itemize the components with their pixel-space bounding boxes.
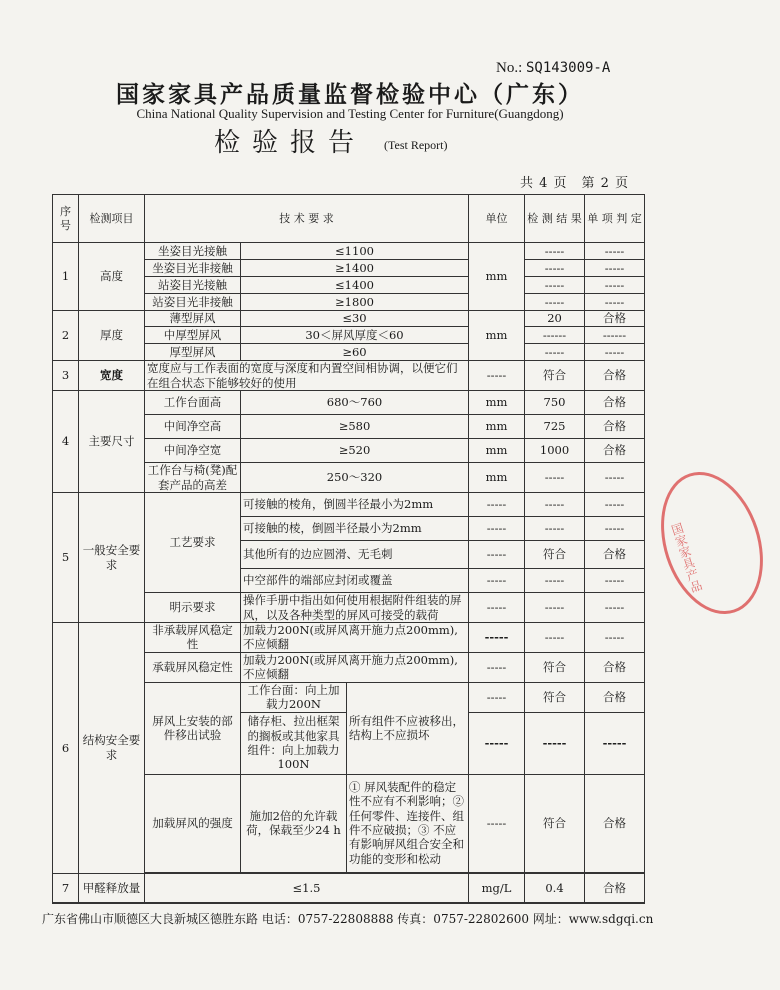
sec1-unit: mm [469, 243, 525, 311]
sec2-judge: ------ [585, 327, 645, 344]
sec1-sub: 坐姿目光接触 [145, 243, 241, 260]
sec5-judge: 合格 [585, 541, 645, 569]
sec7-unit: mg/L [469, 873, 525, 903]
sec4-req: ≥520 [241, 439, 469, 463]
sec6-sub: 承载屏风稳定性 [145, 652, 241, 682]
sec6-judge: ----- [585, 712, 645, 774]
sec6-sub: 屏风上安装的部件移出试验 [145, 682, 241, 774]
sec6-req-a: 工作台面：向上加载力200N [241, 682, 347, 712]
report-number-label: No.: [496, 60, 523, 76]
sec6-result: ----- [525, 623, 585, 653]
sec2-req: ≤30 [241, 311, 469, 327]
table-row [53, 361, 645, 391]
sec6-unit: ----- [469, 682, 525, 712]
footer-divider [52, 902, 644, 904]
sec6-result: 符合 [525, 774, 585, 872]
sec1-judge: ----- [585, 294, 645, 311]
sec6-result: 符合 [525, 682, 585, 712]
sec6-judge: ----- [585, 623, 645, 653]
sec5-unit: ----- [469, 517, 525, 541]
sec7-result: 0.4 [525, 873, 585, 903]
report-title: 检验报告 [214, 128, 367, 158]
sec1-item: 高度 [79, 243, 145, 311]
sec6-sub: 加载屏风的强度 [145, 774, 241, 872]
title-chinese: 国家家具产品质量监督检验中心（广东） [116, 81, 584, 108]
sec5-unit: ----- [469, 593, 525, 623]
sec5-judge: ----- [585, 593, 645, 623]
sec1-req: ≤1100 [241, 243, 469, 260]
sec4-unit: mm [469, 439, 525, 463]
sec6-req: 加载力200N(或屏风离开施力点200mm),不应倾翻 [241, 652, 469, 682]
sec6-result: ----- [525, 712, 585, 774]
sec4-req: ≥580 [241, 415, 469, 439]
sec2-judge: 合格 [585, 311, 645, 327]
sec2-result: ----- [525, 344, 585, 361]
seal-stamp-text: 国家家具产品 [668, 521, 705, 595]
sec6-req-c: 所有组件不应被移出，结构上不应损坏 [347, 682, 469, 774]
sec5-req: 中空部件的端部应封闭或覆盖 [241, 569, 469, 593]
sec6-req-a: 施加2倍的允许载荷，保载至少24 h [241, 774, 347, 872]
sec2-result: 20 [525, 311, 585, 327]
table-row [53, 493, 645, 517]
page-indicator: 共 4 页 第 2 页 [520, 176, 630, 191]
sec7-req: ≤1.5 [145, 873, 469, 903]
sec6-sub: 非承载屏风稳定性 [145, 623, 241, 653]
sec5-result: ----- [525, 593, 585, 623]
table-row [53, 873, 645, 903]
sec3-item: 宽度 [79, 361, 145, 391]
sec4-judge: 合格 [585, 391, 645, 415]
sec2-no: 2 [53, 311, 79, 361]
sec2-sub: 中厚型屏风 [145, 327, 241, 344]
sec6-judge: 合格 [585, 774, 645, 872]
sec4-sub: 中间净空宽 [145, 439, 241, 463]
sec5-judge: ----- [585, 569, 645, 593]
sec2-result: ------ [525, 327, 585, 344]
sec7-item: 甲醛释放量 [79, 873, 145, 903]
sec4-sub: 工作台面高 [145, 391, 241, 415]
sec1-result: ----- [525, 294, 585, 311]
sec4-sub: 工作台与椅(凳)配套产品的高差 [145, 463, 241, 493]
sec5-req: 可接触的棱角，倒圆半径最小为2mm [241, 493, 469, 517]
seal-stamp [644, 459, 780, 628]
report-title-english: (Test Report) [384, 138, 448, 152]
sec4-item: 主要尺寸 [79, 391, 145, 493]
sec4-req: 680～760 [241, 391, 469, 415]
sec6-unit: ----- [469, 774, 525, 872]
sec4-judge: 合格 [585, 439, 645, 463]
sec6-unit: ----- [469, 623, 525, 653]
sec6-item: 结构安全要求 [79, 623, 145, 874]
sec1-result: ----- [525, 260, 585, 277]
sec5-item: 一般安全要求 [79, 493, 145, 623]
table-row [53, 391, 645, 415]
sec6-judge: 合格 [585, 652, 645, 682]
sec4-result: ----- [525, 463, 585, 493]
sec4-no: 4 [53, 391, 79, 493]
sec1-sub: 坐姿目光非接触 [145, 260, 241, 277]
sec5-result: ----- [525, 493, 585, 517]
sec5-result: 符合 [525, 541, 585, 569]
title-english: China National Quality Supervision and Testing Center for Furniture(Guangdong) [136, 106, 564, 121]
sec5-no: 5 [53, 493, 79, 623]
sec2-unit: mm [469, 311, 525, 361]
sec5-req: 其他所有的边应圆滑、无毛刺 [241, 541, 469, 569]
sec1-no: 1 [53, 243, 79, 311]
sec2-item: 厚度 [79, 311, 145, 361]
sec6-result: 符合 [525, 652, 585, 682]
footer-contact: 广东省佛山市顺德区大良新城区德胜东路 电话：0757-22808888 传真：0757-22802600 网址：www.sdgqi.cn [42, 912, 654, 926]
sec1-req: ≥1400 [241, 260, 469, 277]
sec2-sub: 厚型屏风 [145, 344, 241, 361]
col-header-result: 检 测 结 果 [525, 195, 585, 243]
sec5-unit: ----- [469, 569, 525, 593]
sec1-req: ≤1400 [241, 277, 469, 294]
sec6-req: 加载力200N(或屏风离开施力点200mm),不应倾翻 [241, 623, 469, 653]
sec2-judge: ----- [585, 344, 645, 361]
sec3-no: 3 [53, 361, 79, 391]
report-number-value: SQ143009-A [526, 60, 611, 76]
sec4-judge: ----- [585, 463, 645, 493]
sec1-sub: 站姿目光接触 [145, 277, 241, 294]
sec5-result: ----- [525, 517, 585, 541]
col-header-item: 检测项目 [79, 195, 145, 243]
sec3-result: 符合 [525, 361, 585, 391]
sec4-unit: mm [469, 463, 525, 493]
sec5-req: 可接触的棱，倒圆半径最小为2mm [241, 517, 469, 541]
col-header-unit: 单位 [469, 195, 525, 243]
sec5-sub-notice: 明示要求 [145, 593, 241, 623]
sec2-req: 30＜屏风厚度＜60 [241, 327, 469, 344]
sec4-sub: 中间净空高 [145, 415, 241, 439]
sec3-judge: 合格 [585, 361, 645, 391]
sec4-unit: mm [469, 391, 525, 415]
table-row [53, 311, 645, 327]
sec6-judge: 合格 [585, 682, 645, 712]
sec5-judge: ----- [585, 517, 645, 541]
table-header-row [53, 195, 645, 243]
sec1-judge: ----- [585, 260, 645, 277]
sec3-unit: ----- [469, 361, 525, 391]
sec2-req: ≥60 [241, 344, 469, 361]
sec5-judge: ----- [585, 493, 645, 517]
inspection-table [52, 194, 645, 904]
sec5-sub-process: 工艺要求 [145, 493, 241, 593]
sec6-req-b: 储存柜、拉出框架的搁板或其他家具组件：向上加载力100N [241, 712, 347, 774]
sec6-req-b: ① 屏风装配件的稳定性不应有不利影响；② 任何零件、连接件、组件不应破损；③ 不应有影响屏风组合安全和功能的变形和松动 [347, 774, 469, 872]
sec7-judge: 合格 [585, 873, 645, 903]
sec4-result: 750 [525, 391, 585, 415]
sec4-req: 250～320 [241, 463, 469, 493]
sec4-result: 1000 [525, 439, 585, 463]
sec3-req: 宽度应与工作表面的宽度与深度和内置空间相协调，以便它们在组合状态下能够较好的使用 [145, 361, 469, 391]
sec5-result: ----- [525, 569, 585, 593]
table-row [53, 243, 645, 260]
sec5-req: 操作手册中指出如何使用根据附件组装的屏风，以及各种类型的屏风可接受的载荷 [241, 593, 469, 623]
sec7-no: 7 [53, 873, 79, 903]
sec5-unit: ----- [469, 493, 525, 517]
sec1-result: ----- [525, 277, 585, 294]
sec6-unit: ----- [469, 652, 525, 682]
sec1-judge: ----- [585, 243, 645, 260]
table-row [53, 623, 645, 653]
sec1-result: ----- [525, 243, 585, 260]
sec6-unit: ----- [469, 712, 525, 774]
col-header-no: 序号 [53, 195, 79, 243]
sec4-result: 725 [525, 415, 585, 439]
sec6-no: 6 [53, 623, 79, 874]
sec1-sub: 站姿目光非接触 [145, 294, 241, 311]
col-header-judgement: 单 项 判 定 [585, 195, 645, 243]
sec1-req: ≥1800 [241, 294, 469, 311]
report-number [496, 60, 610, 77]
sec5-unit: ----- [469, 541, 525, 569]
sec4-unit: mm [469, 415, 525, 439]
sec1-judge: ----- [585, 277, 645, 294]
col-header-requirement: 技 术 要 求 [145, 195, 469, 243]
sec4-judge: 合格 [585, 415, 645, 439]
sec2-sub: 薄型屏风 [145, 311, 241, 327]
